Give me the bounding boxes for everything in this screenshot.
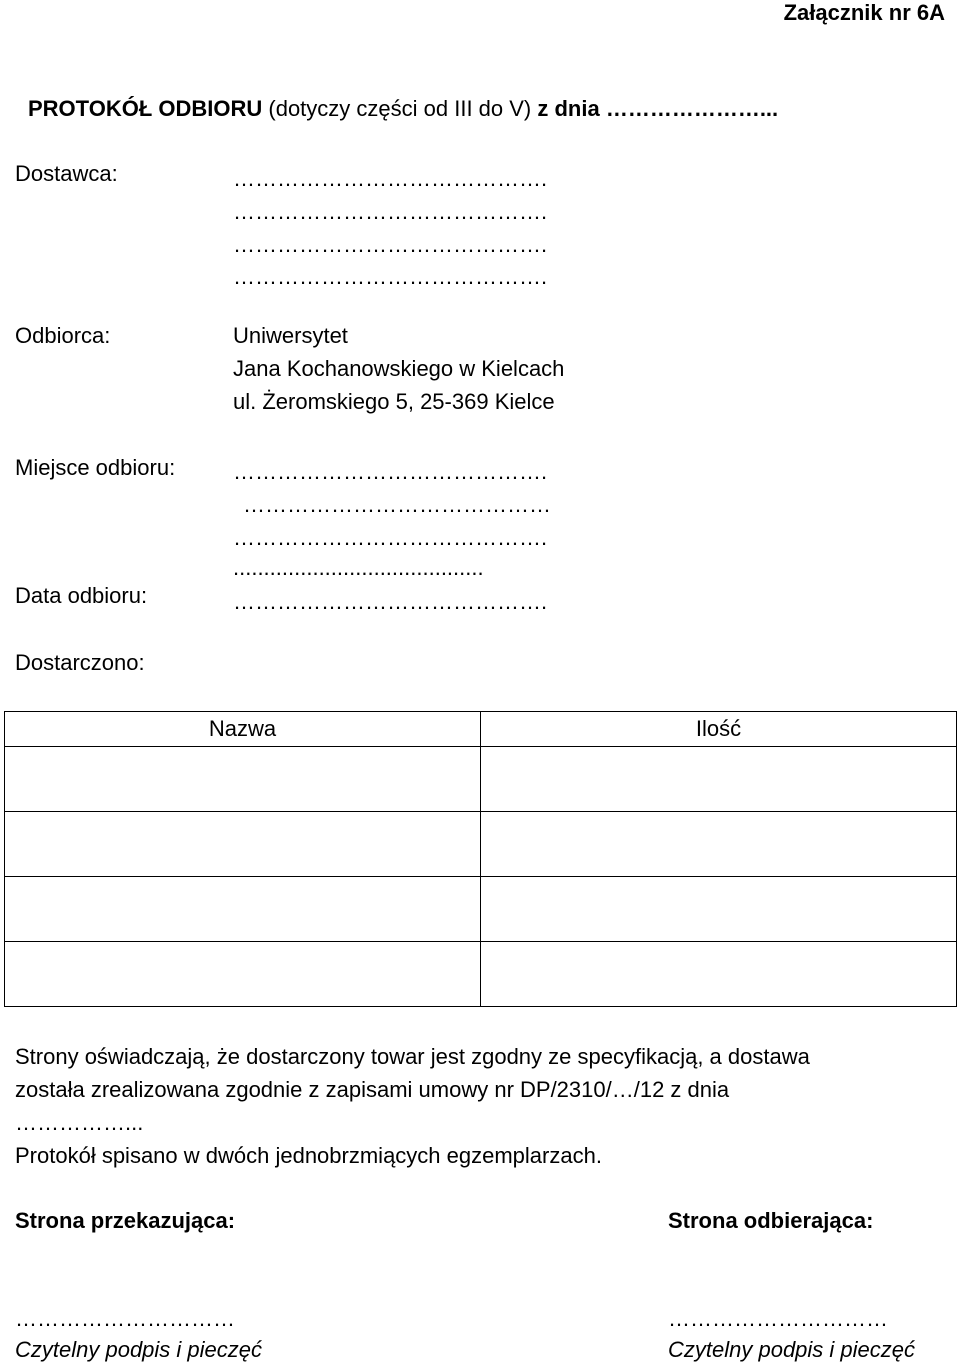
supplier-line-2: ……………………………………. bbox=[233, 199, 548, 224]
receiving-signature-line: ………………………… bbox=[668, 1306, 888, 1331]
table-cell-quantity[interactable] bbox=[481, 812, 957, 877]
table-cell-name[interactable] bbox=[5, 812, 481, 877]
column-header-name: Nazwa bbox=[5, 712, 481, 747]
protocol-heading bbox=[28, 96, 778, 122]
place-line-3: ……………………………………. bbox=[233, 525, 548, 550]
handing-party-label: Strona przekazująca: bbox=[15, 1208, 236, 1233]
receiving-signature-caption: Czytelny podpis i pieczęć bbox=[668, 1337, 916, 1362]
date-received-label: Data odbioru: bbox=[15, 583, 148, 608]
table-cell-name[interactable] bbox=[5, 747, 481, 812]
recipient-line-1: Uniwersytet bbox=[233, 323, 348, 348]
place-label: Miejsce odbioru: bbox=[15, 455, 176, 480]
protocol-date-dots: …………………... bbox=[605, 96, 779, 121]
table-cell-name[interactable] bbox=[5, 877, 481, 942]
supplier-label: Dostawca: bbox=[15, 161, 118, 186]
table-cell-quantity[interactable] bbox=[481, 942, 957, 1007]
table-row bbox=[5, 942, 957, 1007]
table-row bbox=[5, 747, 957, 812]
supplier-line-4: ……………………………………. bbox=[233, 264, 548, 289]
table-row bbox=[5, 812, 957, 877]
statement-line-2: została zrealizowana zgodnie z zapisami umowy nr DP/2310/…/12 z dnia bbox=[15, 1077, 730, 1102]
recipient-label: Odbiorca: bbox=[15, 323, 111, 348]
delivered-label: Dostarczono: bbox=[15, 650, 145, 675]
table-header-row bbox=[5, 712, 957, 747]
column-header-quantity: Ilość bbox=[481, 712, 957, 747]
statement-line-1: Strony oświadczają, że dostarczony towar jest zgodny ze specyfikacją, a dostawa bbox=[15, 1044, 810, 1069]
table-cell-quantity[interactable] bbox=[481, 877, 957, 942]
table-cell-quantity[interactable] bbox=[481, 747, 957, 812]
statement-line-3: ……………... bbox=[15, 1110, 144, 1135]
place-line-2: …………………………………… bbox=[243, 492, 551, 517]
place-line-1: ……………………………………. bbox=[233, 459, 548, 484]
protocol-subtitle: (dotyczy części od III do V) bbox=[262, 96, 532, 121]
supplier-line-1: ……………………………………. bbox=[233, 166, 548, 191]
recipient-line-2: Jana Kochanowskiego w Kielcach bbox=[233, 356, 565, 381]
date-received-value: ……………………………………. bbox=[233, 589, 548, 614]
handing-signature-line: ………………………… bbox=[15, 1306, 235, 1331]
statement-line-4: Protokół spisano w dwóch jednobrzmiących egzemplarzach. bbox=[15, 1143, 602, 1168]
delivered-items-table bbox=[4, 711, 957, 1007]
supplier-line-3: ……………………………………. bbox=[233, 232, 548, 257]
recipient-line-3: ul. Żeromskiego 5, 25-369 Kielce bbox=[233, 389, 555, 414]
table-row bbox=[5, 877, 957, 942]
protocol-date-label: z dnia bbox=[531, 96, 606, 121]
place-line-4: ......................................... bbox=[233, 555, 484, 580]
handing-signature-caption: Czytelny podpis i pieczęć bbox=[15, 1337, 263, 1362]
receiving-party-label: Strona odbierająca: bbox=[668, 1208, 874, 1233]
attachment-label: Załącznik nr 6A bbox=[783, 0, 945, 25]
protocol-title: PROTOKÓŁ ODBIORU bbox=[28, 96, 263, 121]
table-cell-name[interactable] bbox=[5, 942, 481, 1007]
